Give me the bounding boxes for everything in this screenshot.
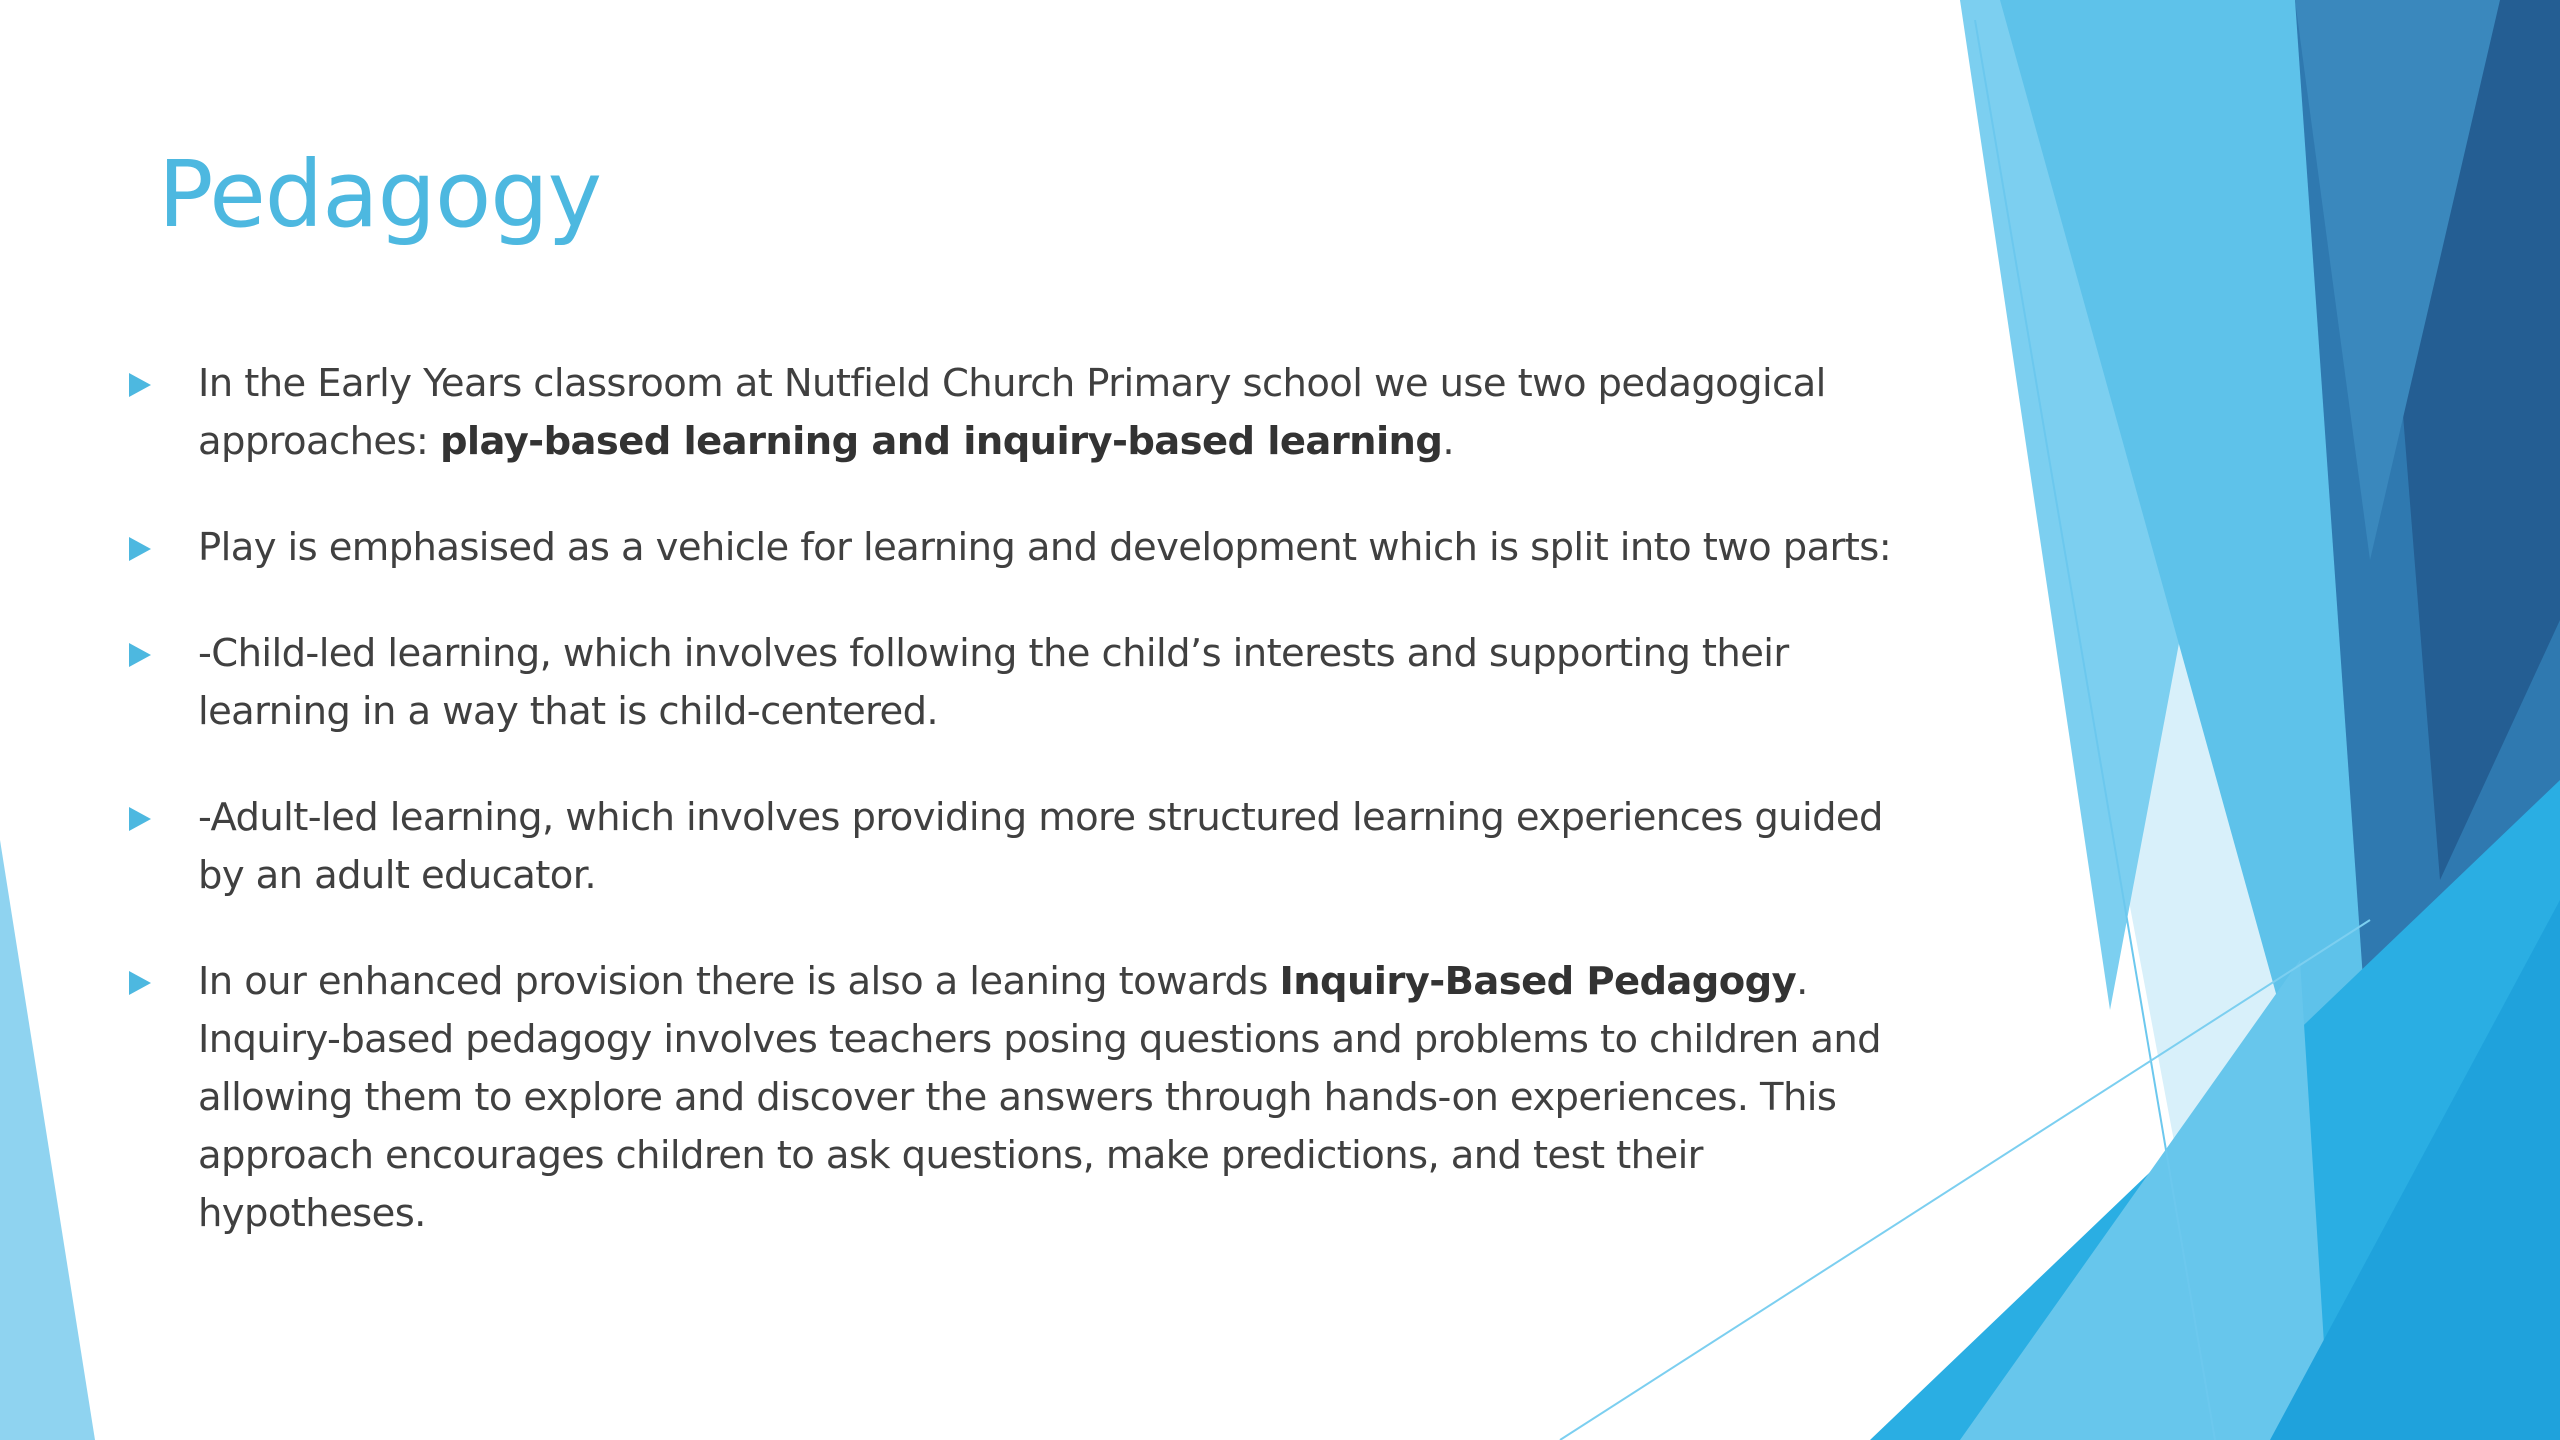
bullet-item [125,953,1925,1243]
triangle-right-icon [129,971,151,995]
bullet-text: Play is emphasised as a vehicle for learning and development which is split into two parts: [198,525,1892,570]
bullet-text: -Adult-led learning, which involves providing more structured learning experiences guided by an adult educator. [198,795,1883,898]
triangle-right-icon [129,537,151,561]
bullet-emphasis: Inquiry-Based Pedagogy [1279,959,1797,1004]
bullet-item [125,625,1925,741]
bullet-text: In our enhanced provision there is also a leaning towards [198,959,1280,1004]
lower-light-shape [1960,960,2330,1440]
bullet-emphasis: play-based learning and inquiry-based learning [439,419,1443,464]
bullet-text-end: . Inquiry-based pedagogy involves teachers posing questions and problems to children and allowing them to explore and discover the answers through hands-on experiences. This approach encourages children to ask questions, make predictions, and test their hypotheses. [198,959,1881,1236]
bullet-text: -Child-led learning, which involves following the child’s interests and supporting their learning in a way that is child-centered. [198,631,1789,734]
bullet-item [125,789,1925,905]
triangle-right-icon [129,643,151,667]
bullet-list [125,355,1925,1291]
bullet-item [125,519,1925,577]
left-edge-shape [0,840,95,1440]
bullet-item [125,355,1925,471]
bullet-text: In the Early Years classroom at Nutfield Church Primary school we use two pedagogical approaches: [198,361,1826,464]
triangle-right-icon [129,807,151,831]
triangle-right-icon [129,373,151,397]
slide-title: Pedagogy [158,141,602,248]
bullet-text-end: . [1442,419,1454,464]
